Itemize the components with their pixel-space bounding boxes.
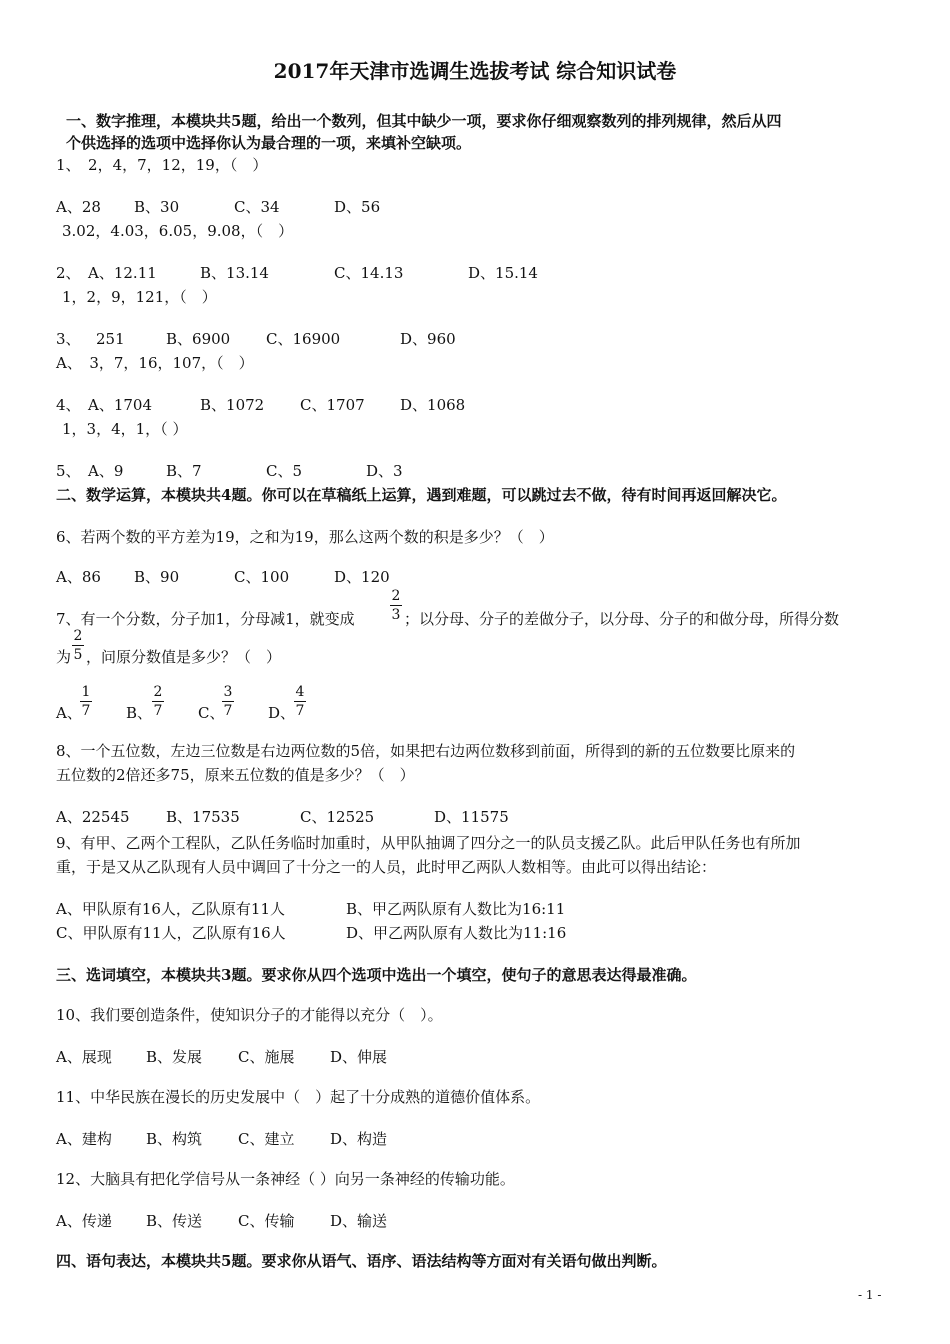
q11-option-a: A、建构 xyxy=(56,1130,112,1148)
fraction-numerator: 2 xyxy=(153,684,163,700)
page-title: 2017年天津市选调生选拔考试 综合知识试卷 xyxy=(273,59,677,83)
q12-option-b: B、传送 xyxy=(146,1212,203,1230)
q11-option-b: B、构筑 xyxy=(146,1130,203,1148)
q10-stem: 10、我们要创造条件，使知识分子的才能得以充分（ ）。 xyxy=(56,1006,443,1024)
q5-number: 5、 xyxy=(56,462,81,480)
q2-sequence: 3.02，4.03，6.05，9.08，（ ） xyxy=(62,222,294,240)
q4-option-a: A、1704 xyxy=(88,396,153,414)
q11-stem: 11、中华民族在漫长的历史发展中（ ）起了十分成熟的道德价值体系。 xyxy=(56,1088,541,1106)
q6-option-c: C、100 xyxy=(234,568,290,586)
section-1-heading-cont: 个供选择的选项中选择你认为最合理的一项，来填补空缺项。 xyxy=(66,134,472,152)
q4-option-d: D、1068 xyxy=(400,396,466,414)
q12-stem: 12、大脑具有把化学信号从一条神经（ ）向另一条神经的传输功能。 xyxy=(56,1170,515,1188)
q2-option-d: D、15.14 xyxy=(468,264,538,282)
q4-option-b: B、1072 xyxy=(200,396,265,414)
q7-option-b-fraction xyxy=(152,684,164,719)
q7-fraction-2-3 xyxy=(390,588,402,623)
q3-option-c: C、16900 xyxy=(266,330,341,348)
q2-option-b: B、13.14 xyxy=(200,264,269,282)
q3-sequence: 1，2，9，121，（ ） xyxy=(62,288,217,306)
fraction-denominator: 5 xyxy=(73,647,83,663)
page-number: - 1 - xyxy=(858,1288,882,1302)
q4-sequence: A、 3，7，16，107，（ ） xyxy=(56,354,254,372)
q5-option-d: D、3 xyxy=(366,462,403,480)
fraction-denominator: 7 xyxy=(81,703,91,719)
q12-option-d: D、输送 xyxy=(330,1212,388,1230)
q4-option-c: C、1707 xyxy=(300,396,365,414)
q1-option-a: A、28 xyxy=(56,198,101,216)
fraction-denominator: 7 xyxy=(223,703,233,719)
q6-option-a: A、86 xyxy=(56,568,101,586)
q7-option-d-fraction xyxy=(294,684,306,719)
q7-fraction-2-5 xyxy=(72,628,84,663)
q5-sequence: 1，3，4，1，（ ） xyxy=(62,420,188,438)
q9-stem-1: 9、有甲、乙两个工程队，乙队任务临时加重时，从甲队抽调了四分之一的队员支援乙队。此后甲队任务也有所加 xyxy=(56,834,801,852)
q10-option-d: D、伸展 xyxy=(330,1048,388,1066)
q10-option-c: C、施展 xyxy=(238,1048,295,1066)
q7-stem-1a: 7、有一个分数，分子加1，分母减1，就变成 xyxy=(56,610,355,628)
q3-option-b: B、6900 xyxy=(166,330,231,348)
fraction-numerator: 1 xyxy=(81,684,91,700)
q3-number: 3、 xyxy=(56,330,81,348)
section-3-heading: 三、选词填空，本模块共3题。要求你从四个选项中选出一个填空，使句子的意思表达得最准确。 xyxy=(56,966,697,984)
fraction-numerator: 2 xyxy=(73,628,83,644)
q9-option-b: B、甲乙两队原有人数比为16:11 xyxy=(346,900,566,918)
q1-option-b: B、30 xyxy=(134,198,180,216)
q7-option-a-label: A、 xyxy=(56,704,82,722)
fraction-numerator: 3 xyxy=(223,684,233,700)
section-4-heading: 四、语句表达，本模块共5题。要求你从语气、语序、语法结构等方面对有关语句做出判断。 xyxy=(56,1252,667,1270)
q7-option-c-label: C、 xyxy=(198,704,225,722)
fraction-numerator: 4 xyxy=(295,684,305,700)
q11-option-c: C、建立 xyxy=(238,1130,295,1148)
q6-stem: 6、若两个数的平方差为19，之和为19，那么这两个数的积是多少？（ ） xyxy=(56,528,554,546)
q3-option-a: 251 xyxy=(96,330,125,348)
q2-option-c: C、14.13 xyxy=(334,264,404,282)
q7-option-a-fraction xyxy=(80,684,92,719)
q6-option-d: D、120 xyxy=(334,568,390,586)
q8-option-b: B、17535 xyxy=(166,808,240,826)
q5-option-c: C、5 xyxy=(266,462,303,480)
q10-option-b: B、发展 xyxy=(146,1048,203,1066)
q7-option-b-label: B、 xyxy=(126,704,153,722)
q7-stem-2a: 为 xyxy=(56,648,72,666)
q11-option-d: D、构造 xyxy=(330,1130,388,1148)
fraction-numerator: 2 xyxy=(391,588,401,604)
q1-option-d: D、56 xyxy=(334,198,381,216)
q8-stem-2: 五位数的2倍还多75，原来五位数的值是多少？（ ） xyxy=(56,766,415,784)
q12-option-c: C、传输 xyxy=(238,1212,295,1230)
section-2-heading: 二、数学运算，本模块共4题。你可以在草稿纸上运算，遇到难题，可以跳过去不做，待有时间再返回解决它。 xyxy=(56,486,787,504)
q8-option-d: D、11575 xyxy=(434,808,509,826)
q1-option-c: C、34 xyxy=(234,198,280,216)
q4-number: 4、 xyxy=(56,396,81,414)
q9-stem-2: 重，于是又从乙队现有人员中调回了十分之一的人员，此时甲乙两队人数相等。由此可以得出结论： xyxy=(56,858,717,876)
q8-option-a: A、22545 xyxy=(56,808,130,826)
q1-stem: 1、 2，4，7，12，19，（ ） xyxy=(56,156,268,174)
q6-option-b: B、90 xyxy=(134,568,180,586)
fraction-denominator: 7 xyxy=(295,703,305,719)
q7-option-c-fraction xyxy=(222,684,234,719)
fraction-denominator: 7 xyxy=(153,703,163,719)
q2-option-a: A、12.11 xyxy=(88,264,157,282)
q5-option-a: A、9 xyxy=(88,462,124,480)
q8-option-c: C、12525 xyxy=(300,808,375,826)
q5-option-b: B、7 xyxy=(166,462,202,480)
q8-stem-1: 8、一个五位数，左边三位数是右边两位数的5倍，如果把右边两位数移到前面，所得到的新的五位数要比原来的 xyxy=(56,742,796,760)
q3-option-d: D、960 xyxy=(400,330,456,348)
q7-stem-1b: ；以分母、分子的差做分子，以分母、分子的和做分母，所得分数 xyxy=(404,610,840,628)
q9-option-a: A、甲队原有16人，乙队原有11人 xyxy=(56,900,286,918)
q9-option-c: C、甲队原有11人，乙队原有16人 xyxy=(56,924,286,942)
q7-stem-2b: ，问原分数值是多少？（ ） xyxy=(86,648,282,666)
fraction-denominator: 3 xyxy=(391,607,401,623)
q10-option-a: A、展现 xyxy=(56,1048,112,1066)
q2-number: 2、 xyxy=(56,264,81,282)
q12-option-a: A、传递 xyxy=(56,1212,112,1230)
section-1-heading: 一、数字推理，本模块共5题，给出一个数列，但其中缺少一项，要求你仔细观察数列的排列规律，然后从四 xyxy=(66,112,782,130)
q9-option-d: D、甲乙两队原有人数比为11:16 xyxy=(346,924,567,942)
q7-option-d-label: D、 xyxy=(268,704,296,722)
